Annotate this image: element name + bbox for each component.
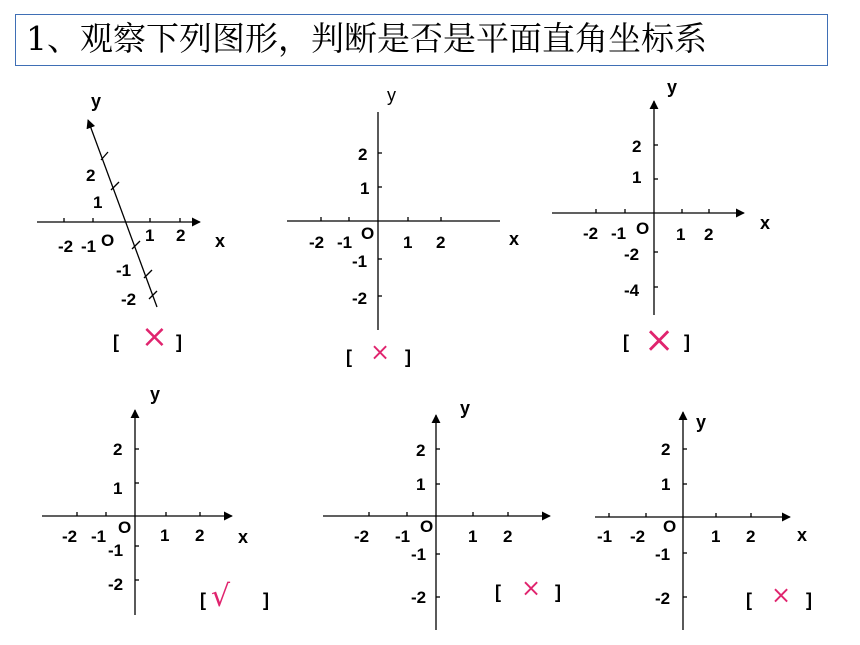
origin-label: O xyxy=(420,517,434,536)
bracket-open: [ xyxy=(346,347,352,367)
x-axis-label: x xyxy=(509,229,520,249)
figure-3 xyxy=(552,77,770,361)
tick-label: 2 xyxy=(416,441,426,460)
tick-label: -2 xyxy=(352,289,368,308)
tick-label: 1 xyxy=(403,233,413,252)
tick-label: -1 xyxy=(337,233,353,252)
tick-label: 1 xyxy=(711,527,721,546)
figure-5 xyxy=(323,398,561,630)
tick-label: -4 xyxy=(624,281,640,300)
tick-label: 2 xyxy=(358,145,368,164)
figure-2 xyxy=(287,85,519,367)
tick-label: -2 xyxy=(411,588,427,607)
tick-label: -2 xyxy=(62,527,78,546)
tick-label: 1 xyxy=(160,526,170,545)
tick-label: -1 xyxy=(108,541,124,560)
x-axis-label: x xyxy=(238,527,249,547)
tick-label: -2 xyxy=(58,237,74,256)
bracket-close: ] xyxy=(263,590,269,610)
tick-label: -1 xyxy=(395,527,411,546)
y-axis-label: y xyxy=(667,77,678,97)
tick-label: -2 xyxy=(108,575,124,594)
tick-label: 1 xyxy=(676,225,686,244)
tick-label: -1 xyxy=(411,545,427,564)
figure-6 xyxy=(595,412,812,630)
tick-label: 2 xyxy=(113,440,123,459)
tick-label: -2 xyxy=(630,527,646,546)
tick-label: 1 xyxy=(468,527,478,546)
tick-label: 2 xyxy=(704,225,714,244)
y-axis-label: y xyxy=(150,384,161,404)
tick-label: -1 xyxy=(116,261,132,280)
answer-cross: × xyxy=(521,574,542,602)
answer-cross: × xyxy=(771,581,792,609)
tick-label: -2 xyxy=(309,233,325,252)
bracket-close: ] xyxy=(684,332,690,352)
tick-label: -2 xyxy=(655,589,671,608)
tick-label: 2 xyxy=(436,233,446,252)
tick-label: -1 xyxy=(597,527,613,546)
y-axis-label: y xyxy=(387,85,396,105)
origin-label: O xyxy=(663,517,677,536)
origin-label: O xyxy=(361,224,375,243)
tick-label: -1 xyxy=(81,237,97,256)
origin-label: O xyxy=(636,219,650,238)
tick-label: 1 xyxy=(661,475,671,494)
bracket-close: ] xyxy=(405,347,411,367)
bracket-open: [ xyxy=(113,332,119,352)
bracket-close: ] xyxy=(176,332,182,352)
bracket-open: [ xyxy=(200,590,206,610)
answer-cross: × xyxy=(644,320,675,361)
tick-label: 2 xyxy=(86,166,96,185)
tick-label: 1 xyxy=(113,479,123,498)
y-axis-label: y xyxy=(696,412,707,432)
bracket-open: [ xyxy=(623,332,629,352)
origin-label: O xyxy=(101,231,115,250)
x-axis-label: x xyxy=(760,213,771,233)
tick-label: 2 xyxy=(746,527,756,546)
tick-label: 1 xyxy=(632,168,642,187)
tick-label: 1 xyxy=(416,475,426,494)
bracket-open: [ xyxy=(495,582,501,602)
tick-label: 2 xyxy=(503,527,513,546)
page-title: 1、观察下列图形，判断是否是平面直角坐标系 xyxy=(26,19,707,58)
tick-label: 1 xyxy=(360,179,370,198)
answer-cross: × xyxy=(141,317,168,355)
figure-1 xyxy=(37,91,225,355)
tick-label: -2 xyxy=(121,290,137,309)
tick-label: 2 xyxy=(176,226,186,245)
x-axis-label: x xyxy=(215,231,226,251)
tick-label: 2 xyxy=(632,137,642,156)
origin-label: O xyxy=(118,518,132,537)
tick-label: 2 xyxy=(661,440,671,459)
tick-label: -1 xyxy=(91,527,107,546)
tick-label: -1 xyxy=(352,252,368,271)
tick-label: -1 xyxy=(655,545,671,564)
figure-4 xyxy=(42,384,269,615)
x-axis-label: x xyxy=(797,525,808,545)
tick-label: -2 xyxy=(354,527,370,546)
answer-cross: × xyxy=(370,338,391,366)
tick-label: -1 xyxy=(611,224,627,243)
tick xyxy=(101,152,108,160)
bracket-close: ] xyxy=(555,582,561,602)
y-axis-label: y xyxy=(460,398,471,418)
tick-label: 1 xyxy=(93,193,103,212)
tick-label: -2 xyxy=(583,224,599,243)
bracket-close: ] xyxy=(806,590,812,610)
answer-check: √ xyxy=(211,579,231,614)
tick-label: 1 xyxy=(145,226,155,245)
tick-label: -2 xyxy=(624,245,640,264)
tick-label: 2 xyxy=(195,526,205,545)
bracket-open: [ xyxy=(746,590,752,610)
y-axis-label: y xyxy=(91,91,102,111)
